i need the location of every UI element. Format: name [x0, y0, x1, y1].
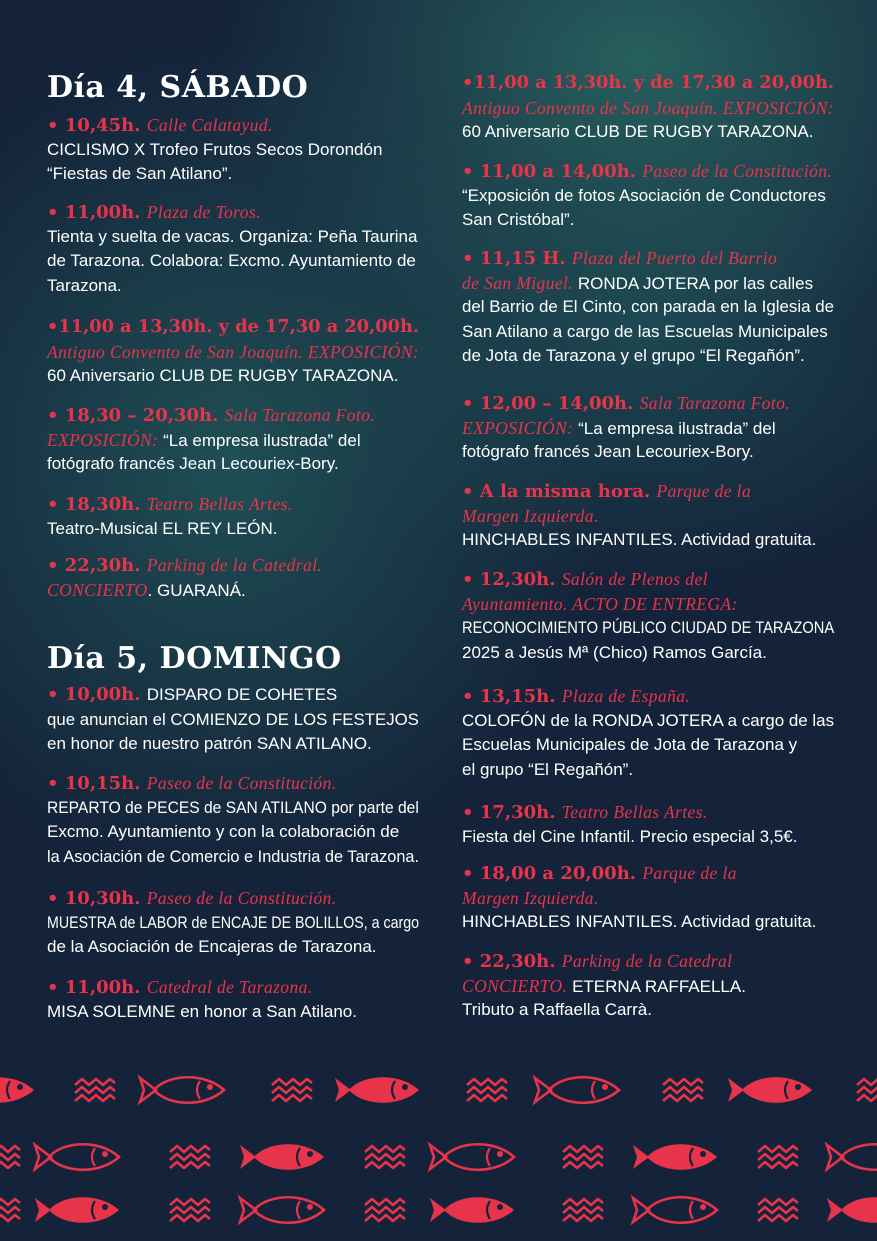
event-item: [462, 684, 862, 782]
event-description: Escuelas Municipales de Jota de Tarazona y: [462, 735, 798, 754]
event-line: [47, 452, 427, 477]
event-line: [47, 492, 427, 517]
event-line: [462, 295, 862, 320]
event-line-text: [47, 225, 417, 250]
event-description: de la Asociación de Encajeras de Tarazona.: [47, 937, 377, 956]
event-line: [462, 528, 862, 553]
event-time: • 10,45h.: [47, 115, 147, 136]
event-line: [47, 911, 427, 936]
event-line-text: [47, 796, 419, 821]
event-description: fotógrafo francés Jean Lecouriex-Bory.: [47, 454, 339, 473]
wave-icon: [663, 1079, 703, 1101]
event-line-text: [462, 825, 797, 850]
event-description: Fiesta del Cine Infantil. Precio especial 3,5€.: [462, 826, 798, 846]
event-location: Paseo de la Constitución.: [146, 773, 337, 793]
event-line-text: [47, 249, 416, 274]
fish-outline-icon: [140, 1077, 224, 1103]
event-description: “La empresa ilustrada” del: [578, 418, 776, 438]
event-line-text: [47, 845, 419, 870]
event-line-text: [462, 71, 834, 96]
event-line: [462, 733, 862, 758]
event-line: [462, 974, 862, 999]
event-line: [47, 113, 427, 138]
event-item: [47, 553, 427, 602]
wave-icon: [170, 1199, 210, 1221]
event-item: [47, 886, 427, 960]
event-location: Paseo de la Constitución.: [642, 161, 833, 181]
wave-icon: [467, 1079, 507, 1101]
event-line-text: [47, 162, 232, 187]
event-location: Sala Tarazona Foto.: [224, 405, 376, 425]
event-line-text: [47, 886, 337, 912]
event-line: [462, 159, 862, 184]
event-description: de Tarazona. Colabora: Excmo. Ayuntamiento de: [47, 251, 416, 270]
event-location: Parking de la Catedral.: [146, 555, 323, 575]
event-description: San Atilano a cargo de las Escuelas Municipales: [462, 321, 828, 341]
event-line-text: [47, 517, 278, 542]
event-item: [462, 861, 862, 935]
wave-icon: [857, 1079, 877, 1101]
event-description: Teatro-Musical EL REY LEÓN.: [47, 518, 278, 538]
event-time: • 12,00 – 14,00h.: [462, 393, 640, 414]
event-location: Parque de la: [642, 863, 737, 883]
event-line: [462, 684, 862, 709]
event-item: [47, 403, 427, 477]
event-item: [462, 949, 862, 1023]
event-item: [462, 800, 862, 849]
event-description: San Cristóbal”.: [462, 210, 575, 229]
event-line-text: [47, 274, 122, 299]
event-description: Tributo a Raffaella Carrà.: [462, 1000, 652, 1019]
event-description: REPARTO de PECES de SAN ATILANO por parte del: [47, 797, 419, 817]
event-time: • 10,15h.: [47, 773, 147, 794]
event-line-text: [462, 949, 732, 975]
event-time: • 11,00h.: [47, 977, 147, 998]
event-location: de San Miguel.: [462, 272, 578, 293]
event-location: Plaza de España.: [561, 686, 691, 706]
event-location: Parking de la Catedral: [561, 951, 733, 971]
event-line-text: [47, 200, 261, 226]
event-description: que anuncian el COMIENZO DE LOS FESTEJOS: [47, 709, 419, 729]
event-location: EXPOSICIÓN:: [462, 417, 579, 438]
event-line-text: [462, 528, 816, 553]
event-line-text: [47, 403, 375, 429]
fish-filled-icon: [35, 1197, 119, 1223]
event-description: MUESTRA de LABOR de ENCAJE DE BOLILLOS, a cargo: [47, 912, 420, 932]
event-item: [462, 246, 862, 369]
day-5-title: Día 5, DOMINGO: [47, 641, 342, 676]
event-line-text: [462, 758, 633, 783]
event-line: [47, 340, 427, 365]
event-time: • 10,30h.: [47, 888, 147, 909]
event-line: [47, 683, 427, 708]
event-line: [462, 96, 862, 121]
wave-icon: [272, 1079, 312, 1101]
event-line-text: [462, 974, 746, 1000]
event-line: [47, 200, 427, 225]
event-location: Teatro Bellas Artes.: [146, 494, 293, 514]
event-description: CICLISMO X Trofeo Frutos Secos Dorondón: [47, 139, 383, 159]
wave-icon: [170, 1146, 210, 1168]
event-time: • 11,00 a 14,00h.: [462, 161, 643, 182]
event-time: • 18,30h.: [47, 494, 147, 515]
event-line-text: [462, 416, 776, 442]
event-line-text: [462, 998, 652, 1023]
fish-filled-icon: [335, 1077, 419, 1103]
event-line-text: [462, 271, 813, 297]
fish-filled-icon: [240, 1144, 324, 1170]
event-line: [47, 249, 427, 274]
event-line-text: [462, 567, 708, 593]
event-location: CONCIERTO.: [462, 975, 573, 996]
event-line-text: [47, 578, 246, 604]
event-time: • A la misma hora.: [462, 481, 657, 502]
event-location: Margen Izquierda.: [462, 887, 599, 908]
event-line: [462, 949, 862, 974]
event-line: [462, 592, 862, 617]
wave-icon: [563, 1199, 603, 1221]
event-item: [47, 315, 427, 389]
event-location: Salón de Plenos del: [561, 569, 708, 589]
event-line: [47, 845, 427, 870]
fish-wave-pattern: [0, 1060, 877, 1241]
event-time: • 18,30 – 20,30h.: [47, 405, 225, 426]
event-line: [47, 403, 427, 428]
event-time: • 10,00h.: [47, 684, 147, 705]
event-description: “Fiestas de San Atilano”.: [47, 164, 233, 183]
event-line: [47, 975, 427, 1000]
event-time: •11,00 a 13,30h. y de 17,30 a 20,00h.: [47, 316, 420, 337]
wave-icon: [365, 1199, 405, 1221]
event-description: fotógrafo francés Jean Lecouriex-Bory.: [462, 442, 754, 461]
event-line-text: [462, 733, 797, 758]
event-description: . GUARANÁ.: [147, 580, 246, 600]
event-location: Margen Izquierda.: [462, 505, 599, 526]
event-time: • 13,15h.: [462, 686, 562, 707]
event-line-text: [47, 340, 419, 366]
event-line: [462, 246, 862, 271]
event-description: el grupo “El Regañón”.: [462, 759, 634, 779]
fish-outline-icon: [35, 1144, 119, 1170]
wave-icon: [758, 1199, 798, 1221]
event-location: Paseo de la Constitución.: [146, 888, 337, 908]
event-line-text: [462, 592, 738, 618]
event-description: Excmo. Ayuntamiento y con la colaboración de: [47, 822, 400, 841]
event-description: HINCHABLES INFANTILES. Actividad gratuita.: [462, 530, 817, 549]
event-line-text: [47, 975, 313, 1001]
event-line-text: [462, 504, 599, 530]
event-line-text: [462, 344, 805, 369]
event-line-text: [462, 320, 828, 345]
event-description: 60 Aniversario CLUB DE RUGBY TARAZONA.: [47, 366, 399, 385]
event-line: [462, 184, 862, 209]
event-time: • 18,00 a 20,00h.: [462, 863, 643, 884]
fish-filled-icon: [633, 1144, 717, 1170]
event-line: [462, 504, 862, 529]
event-line-text: [462, 120, 813, 145]
event-line-text: [47, 428, 361, 454]
event-line-text: [462, 246, 777, 272]
event-location: Calle Calatayud.: [146, 115, 273, 135]
event-location: Ayuntamiento. ACTO DE ENTREGA:: [462, 593, 738, 614]
event-time: • 17,30h.: [462, 802, 562, 823]
event-line-text: [462, 440, 754, 465]
event-line: [47, 771, 427, 796]
event-line-text: [47, 553, 322, 579]
event-line-text: [47, 138, 382, 163]
event-description: DISPARO DE COHETES: [146, 685, 338, 704]
event-line: [462, 71, 862, 96]
event-item: [462, 479, 862, 553]
event-time: •11,00 a 13,30h. y de 17,30 a 20,00h.: [462, 72, 835, 93]
event-line-text: [47, 708, 419, 733]
event-item: [47, 200, 427, 298]
event-line-text: [462, 184, 826, 209]
event-description: “Exposición de fotos Asociación de Conductores: [462, 185, 826, 205]
event-line-text: [462, 861, 737, 887]
event-line-text: [462, 800, 708, 826]
event-item: [462, 391, 862, 465]
event-description: HINCHABLES INFANTILES. Actividad gratuita.: [462, 912, 817, 931]
event-line: [462, 709, 862, 734]
event-line: [462, 910, 862, 935]
event-line: [462, 567, 862, 592]
event-line-text: [462, 616, 834, 641]
event-line: [462, 886, 862, 911]
fish-outline-icon: [240, 1197, 324, 1223]
event-line: [462, 120, 862, 145]
event-line: [47, 138, 427, 163]
event-line-text: [47, 1000, 357, 1025]
event-description: la Asociación de Comercio e Industria de Tarazona.: [47, 846, 420, 866]
event-location: Teatro Bellas Artes.: [561, 802, 708, 822]
event-line: [462, 998, 862, 1023]
event-item: [462, 567, 862, 665]
event-time: • 22,30h.: [47, 555, 147, 576]
wave-icon: [0, 1199, 20, 1221]
event-line: [47, 364, 427, 389]
event-location: CONCIERTO: [47, 579, 148, 600]
event-line-text: [462, 709, 834, 734]
event-line: [47, 225, 427, 250]
wave-icon: [0, 1146, 20, 1168]
event-line: [47, 274, 427, 299]
event-line: [462, 344, 862, 369]
event-line: [462, 271, 862, 296]
event-line-text: [47, 683, 337, 708]
event-line-text: [47, 935, 377, 960]
event-location: Plaza de Toros.: [146, 202, 261, 222]
day-4-title: Día 4, SÁBADO: [47, 70, 309, 105]
event-line: [47, 517, 427, 542]
event-line-text: [47, 820, 399, 845]
event-description: RECONOCIMIENTO PÚBLICO CIUDAD DE TARAZONA: [462, 618, 835, 637]
event-line: [47, 315, 427, 340]
event-line-text: [462, 910, 816, 935]
fish-outline-icon: [535, 1077, 619, 1103]
event-line-text: [462, 295, 834, 320]
event-line-text: [47, 315, 419, 340]
event-line: [462, 208, 862, 233]
event-line: [47, 820, 427, 845]
event-line-text: [47, 911, 419, 936]
event-line: [462, 641, 862, 666]
event-time: • 12,30h.: [462, 569, 562, 590]
wave-icon: [563, 1146, 603, 1168]
event-location: Antiguo Convento de San Joaquín. EXPOSICIÓN:: [47, 341, 420, 362]
event-line-text: [47, 732, 372, 757]
event-line: [47, 553, 427, 578]
event-line: [47, 886, 427, 911]
event-line: [47, 732, 427, 757]
event-description: 60 Aniversario CLUB DE RUGBY TARAZONA.: [462, 122, 814, 141]
event-item: [462, 159, 862, 233]
event-location: Plaza del Puerto del Barrio: [571, 248, 778, 268]
event-line-text: [47, 771, 337, 797]
event-description: ETERNA RAFFAELLA.: [572, 976, 746, 996]
event-location: Sala Tarazona Foto.: [639, 393, 791, 413]
event-line-text: [462, 641, 767, 666]
wave-icon: [365, 1146, 405, 1168]
event-line: [47, 428, 427, 453]
event-description: en honor de nuestro patrón SAN ATILANO.: [47, 734, 372, 753]
event-description: RONDA JOTERA por las calles: [577, 273, 814, 293]
event-line-text: [462, 479, 751, 505]
event-line-text: [462, 391, 790, 417]
event-description: del Barrio de El Cinto, con parada en la Iglesia de: [462, 297, 834, 316]
event-line: [462, 825, 862, 850]
event-line: [47, 796, 427, 821]
event-item: [47, 771, 427, 869]
event-line-text: [47, 492, 293, 518]
event-item: [47, 683, 427, 757]
event-description: “La empresa ilustrada” del: [163, 430, 361, 450]
event-line: [462, 861, 862, 886]
event-item: [47, 492, 427, 541]
event-line: [462, 440, 862, 465]
event-description: de Jota de Tarazona y el grupo “El Regañón”.: [462, 346, 805, 365]
event-line: [462, 320, 862, 345]
event-line: [462, 479, 862, 504]
event-description: MISA SOLEMNE en honor a San Atilano.: [47, 1001, 357, 1021]
event-line-text: [462, 96, 834, 122]
event-line-text: [462, 159, 832, 185]
event-line: [47, 162, 427, 187]
event-line-text: [47, 113, 273, 139]
fish-filled-icon: [430, 1197, 514, 1223]
fish-filled-icon: [728, 1077, 812, 1103]
event-time: • 11,15 H.: [462, 248, 572, 269]
event-location: Parque de la: [656, 481, 752, 501]
fish-outline-icon: [827, 1144, 877, 1170]
event-line: [47, 578, 427, 603]
event-line: [462, 616, 862, 641]
fish-filled-icon: [827, 1197, 877, 1223]
event-location: Catedral de Tarazona.: [146, 977, 313, 997]
fish-outline-icon: [633, 1197, 717, 1223]
event-line: [462, 800, 862, 825]
event-line-text: [462, 684, 690, 710]
fish-outline-icon: [430, 1144, 514, 1170]
event-line-text: [47, 452, 339, 477]
event-item: [47, 975, 427, 1024]
fish-filled-icon: [0, 1077, 34, 1103]
event-item: [47, 113, 427, 187]
event-description: 2025 a Jesús Mª (Chico) Ramos García.: [462, 642, 767, 662]
event-line-text: [462, 208, 574, 233]
event-line: [47, 708, 427, 733]
event-time: • 22,30h.: [462, 951, 562, 972]
event-time: • 11,00h.: [47, 202, 147, 223]
event-description: Tarazona.: [47, 275, 122, 295]
event-line: [47, 1000, 427, 1025]
event-line: [462, 758, 862, 783]
event-line: [47, 935, 427, 960]
wave-icon: [758, 1146, 798, 1168]
event-description: COLOFÓN de la RONDA JOTERA a cargo de las: [462, 710, 835, 730]
event-item: [462, 71, 862, 145]
wave-icon: [75, 1079, 115, 1101]
event-line-text: [47, 364, 398, 389]
event-location: EXPOSICIÓN:: [47, 429, 164, 450]
event-description: Tienta y suelta de vacas. Organiza: Peña Taurina: [47, 226, 418, 246]
event-line: [462, 416, 862, 441]
event-location: Antiguo Convento de San Joaquín. EXPOSICIÓN:: [462, 97, 835, 118]
event-line-text: [462, 886, 599, 912]
event-line: [462, 391, 862, 416]
